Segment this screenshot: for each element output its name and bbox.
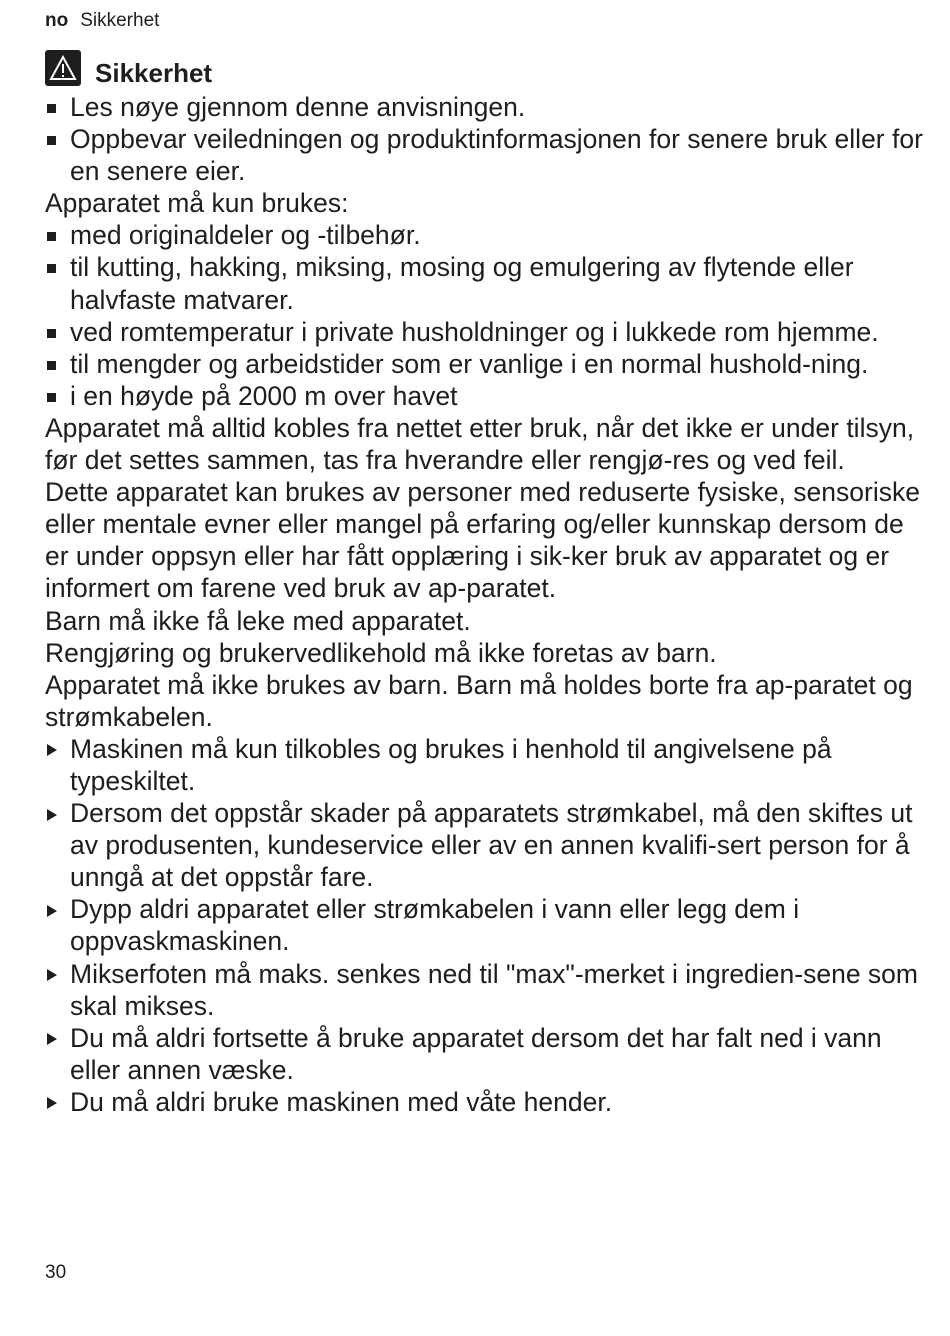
action-item: Du må aldri bruke maskinen med våte hender. [45, 1086, 925, 1118]
action-item: Dersom det oppstår skader på apparatets strømkabel, må den skiftes ut av produsenten, kundeservice eller av en annen kvalifi-sert person for å unngå at det oppstår fare. [45, 797, 925, 893]
list-item: Les nøye gjennom denne anvisningen. [45, 91, 925, 123]
square-bullet-icon [47, 219, 61, 251]
list-item: med originaldeler og -tilbehør. [45, 219, 925, 251]
page-title: Sikkerhet [95, 58, 213, 88]
square-bullet-icon [47, 91, 61, 123]
square-bullet-icon [47, 251, 61, 283]
square-bullet-icon [47, 316, 61, 348]
square-bullet-icon [47, 123, 61, 155]
action-item: Dypp aldri apparatet eller strømkabelen i vann eller legg dem i oppvaskmaskinen. [45, 893, 925, 957]
action-item: Maskinen må kun tilkobles og brukes i henhold til angivelsene på typeskiltet. [45, 733, 925, 797]
safety-content [45, 91, 925, 1118]
triangle-arrow-icon [47, 1086, 61, 1118]
warning-icon [45, 50, 81, 86]
list-item: til mengder og arbeidstider som er vanlige i en normal hushold-ning. [45, 348, 925, 380]
triangle-arrow-icon [47, 958, 61, 990]
list-item: til kutting, hakking, miksing, mosing og emulgering av flytende eller halvfaste matvarer. [45, 251, 925, 315]
language-code: no [45, 10, 69, 31]
triangle-arrow-icon [47, 797, 61, 829]
list-item: ved romtemperatur i private husholdninger og i lukkede rom hjemme. [45, 316, 925, 348]
triangle-arrow-icon [47, 733, 61, 765]
triangle-arrow-icon [47, 893, 61, 925]
paragraph: Barn må ikke få leke med apparatet. [45, 605, 471, 636]
usage-intro: Apparatet må kun brukes: [45, 188, 349, 219]
paragraph: Apparatet må ikke brukes av barn. Barn må holdes borte fra ap-paratet og strømkabelen. [45, 669, 913, 732]
action-item: Du må aldri fortsette å bruke apparatet dersom det har falt ned i vann eller annen væske. [45, 1022, 925, 1086]
page-number: 30 [45, 1262, 67, 1283]
paragraph: Apparatet må alltid kobles fra nettet etter bruk, når det ikke er under tilsyn, før det settes sammen, tas fra hverandre eller rengjø-res og ved feil. [45, 412, 915, 476]
header-section: Sikkerhet [80, 10, 160, 31]
square-bullet-icon [47, 380, 61, 412]
list-item: i en høyde på 2000 m over havet [45, 380, 925, 412]
list-item: Oppbevar veiledningen og produktinformasjonen for senere bruk eller for en senere eier. [45, 123, 925, 187]
section-heading [45, 48, 212, 88]
square-bullet-icon [47, 348, 61, 380]
paragraph: Rengjøring og brukervedlikehold må ikke foretas av barn. [45, 637, 717, 668]
action-item: Mikserfoten må maks. senkes ned til "max"-merket i ingredien-sene som skal mikses. [45, 958, 925, 1022]
page-header [45, 10, 159, 32]
paragraph: Dette apparatet kan brukes av personer med reduserte fysiske, sensoriske eller mentale evner eller mangel på erfaring og/eller kunnskap dersom de er under oppsyn eller har fått opplæring i sik-ker bruk av apparatet og er informert om farene ved bruk av ap-paratet. [45, 477, 920, 604]
triangle-arrow-icon [47, 1022, 61, 1054]
